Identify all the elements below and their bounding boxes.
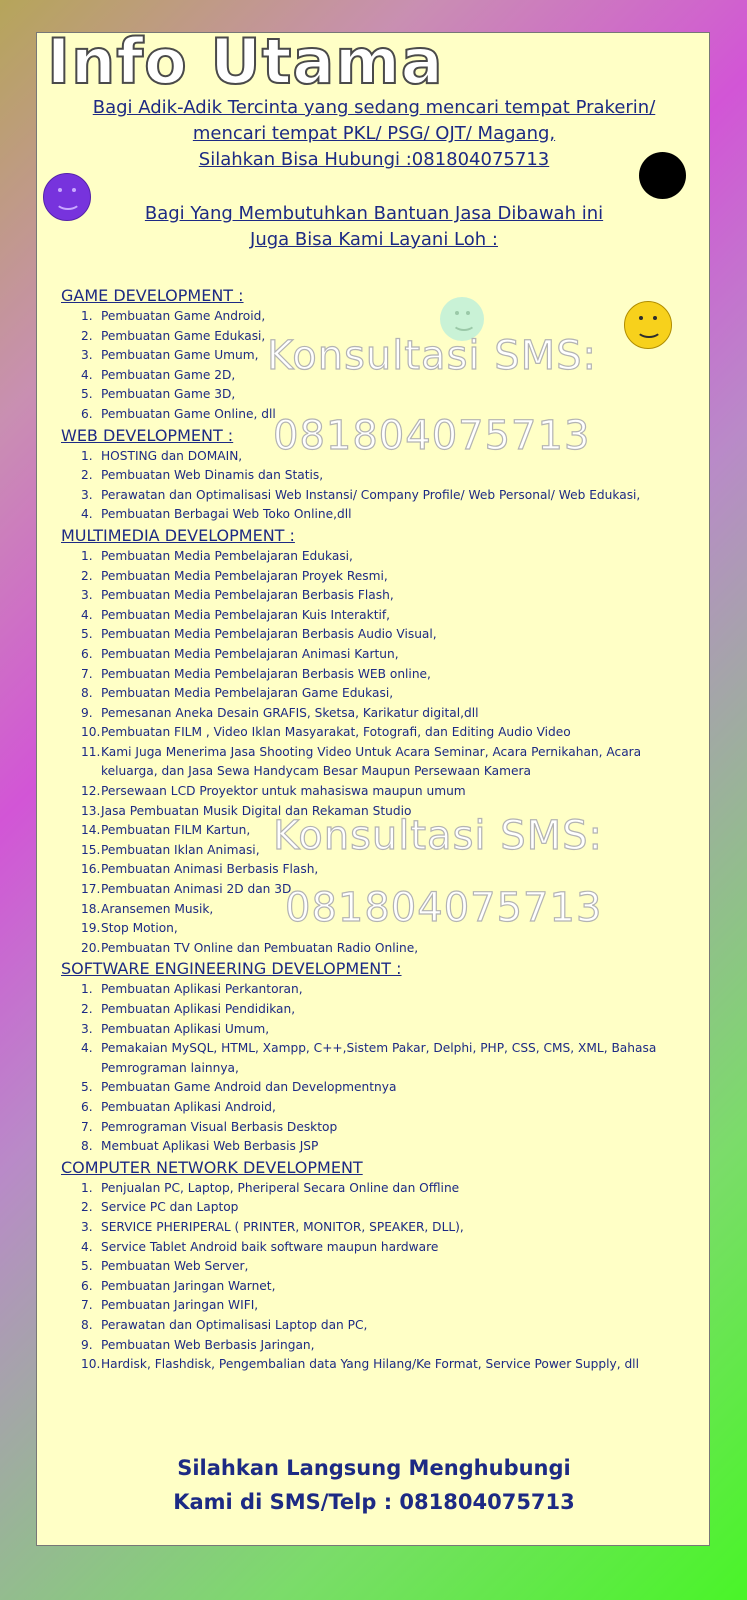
list-item: 6. Pembuatan Media Pembelajaran Animasi Kartun, — [81, 646, 399, 661]
list-item: 9. Pembuatan Web Berbasis Jaringan, — [81, 1337, 315, 1352]
section-title-web: WEB DEVELOPMENT : — [61, 425, 234, 445]
list-item: 11. Kami Juga Menerima Jasa Shooting Video Untuk Acara Seminar, Acara Pernikahan, Acara keluarga, dan Jasa Sewa Handycam Besar Maupun Persewaan Kamera — [81, 744, 642, 779]
list-item: 4. Pemakaian MySQL, HTML, Xampp, C++,Sistem Pakar, Delphi, PHP, CSS, CMS, XML, Bahasa Pemrograman lainnya, — [81, 1041, 657, 1075]
list-item: 7. Pembuatan Jaringan WIFI, — [81, 1298, 259, 1313]
intro-block-2 — [37, 201, 710, 253]
list-item: 1. Penjualan PC, Laptop, Pheriperal Secara Online dan Offline — [81, 1180, 460, 1195]
list-item: 6. Pembuatan Game Online, dll — [81, 406, 276, 421]
list-item: 3. SERVICE PHERIPERAL ( PRINTER, MONITOR, SPEAKER, DLL), — [81, 1219, 464, 1234]
list-item: 15. Pembuatan Iklan Animasi, — [81, 842, 260, 857]
list-item: 14. Pembuatan FILM Kartun, — [81, 823, 251, 838]
list-item: 16. Pembuatan Animasi Berbasis Flash, — [81, 862, 319, 877]
list-item: 6. Pembuatan Aplikasi Android, — [81, 1099, 276, 1114]
list-item: 5. Pembuatan Web Server, — [81, 1259, 249, 1274]
intro-line-1: Bagi Adik-Adik Tercinta yang sedang mencari tempat Prakerin/ — [92, 97, 656, 118]
list-item: 3. Pembuatan Game Umum, — [81, 348, 259, 363]
intro-line-4: Bagi Yang Membutuhkan Bantuan Jasa Dibawah ini — [144, 203, 604, 224]
footer-line-1: Silahkan Langsung Menghubungi — [177, 1456, 571, 1480]
section-title-multimedia: MULTIMEDIA DEVELOPMENT : — [61, 525, 295, 545]
software-list — [61, 980, 701, 1156]
flyer-panel — [36, 32, 710, 1546]
list-item: 8. Membuat Aplikasi Web Berbasis JSP — [81, 1139, 319, 1154]
list-item: 2. Pembuatan Media Pembelajaran Proyek Resmi, — [81, 568, 388, 583]
list-item: 8. Perawatan dan Optimalisasi Laptop dan PC, — [81, 1317, 368, 1332]
list-item: 5. Pembuatan Game 3D, — [81, 387, 236, 402]
watermark-number-2: 081804075713 — [285, 885, 603, 931]
section-title-network: COMPUTER NETWORK DEVELOPMENT — [61, 1157, 363, 1177]
list-item: 6. Pembuatan Jaringan Warnet, — [81, 1278, 276, 1293]
list-item: 4. Pembuatan Media Pembelajaran Kuis Interaktif, — [81, 607, 391, 622]
multimedia-list — [61, 547, 701, 958]
list-item: 4. Service Tablet Android baik software maupun hardware — [81, 1239, 439, 1254]
list-item: 4. Pembuatan Game 2D, — [81, 367, 236, 382]
list-item: 5. Pembuatan Game Android dan Developmentnya — [81, 1080, 397, 1095]
list-item: 2. Pembuatan Web Dinamis dan Statis, — [81, 468, 324, 483]
list-item: 5. Pembuatan Media Pembelajaran Berbasis Audio Visual, — [81, 627, 437, 642]
list-item: 18. Aransemen Musik, — [81, 901, 214, 916]
intro-line-3: Silahkan Bisa Hubungi :081804075713 — [198, 149, 550, 170]
list-item: 2. Service PC dan Laptop — [81, 1200, 239, 1215]
list-item: 13. Jasa Pembuatan Musik Digital dan Rekaman Studio — [81, 803, 412, 818]
intro-line-2: mencari tempat PKL/ PSG/ OJT/ Magang, — [192, 123, 556, 144]
web-list — [61, 447, 701, 525]
list-item: 2. Pembuatan Aplikasi Pendidikan, — [81, 1002, 296, 1016]
list-item: 7. Pemrograman Visual Berbasis Desktop — [81, 1119, 338, 1134]
list-item: 20. Pembuatan TV Online dan Pembuatan Radio Online, — [81, 940, 419, 955]
list-item: 10. Hardisk, Flashdisk, Pengembalian data Yang Hilang/Ke Format, Service Power Supply, dll — [81, 1357, 639, 1372]
section-title-game: GAME DEVELOPMENT : — [61, 286, 244, 305]
list-item: 1. Pembuatan Aplikasi Perkantoran, — [81, 982, 303, 997]
watermark-sms-1: Konsultasi SMS: — [267, 333, 597, 379]
list-item: 4. Pembuatan Berbagai Web Toko Online,dll — [81, 507, 352, 522]
watermark-number-1: 081804075713 — [273, 413, 591, 459]
network-list — [61, 1179, 701, 1375]
page-title: Info Utama — [47, 32, 444, 98]
list-item: 8. Pembuatan Media Pembelajaran Game Edukasi, — [81, 686, 394, 701]
list-item: 3. Perawatan dan Optimalisasi Web Instansi/ Company Profile/ Web Personal/ Web Edukasi, — [81, 487, 641, 502]
list-item: 7. Pembuatan Media Pembelajaran Berbasis WEB online, — [81, 666, 431, 681]
footer-contact — [37, 1451, 710, 1519]
list-item: 1. Pembuatan Game Android, — [81, 309, 266, 323]
footer-line-2: Kami di SMS/Telp : 081804075713 — [173, 1490, 575, 1514]
intro-line-5: Juga Bisa Kami Layani Loh : — [250, 229, 498, 250]
intro-block — [37, 95, 710, 173]
black-dot-icon — [639, 152, 686, 199]
service-sections — [61, 285, 701, 1375]
list-item: 3. Pembuatan Media Pembelajaran Berbasis Flash, — [81, 588, 394, 603]
list-item: 19. Stop Motion, — [81, 921, 178, 936]
list-item: 3. Pembuatan Aplikasi Umum, — [81, 1021, 270, 1036]
list-item: 10. Pembuatan FILM , Video Iklan Masyarakat, Fotografi, dan Editing Audio Video — [81, 725, 571, 740]
watermark-sms-2: Konsultasi SMS: — [273, 813, 603, 859]
list-item: 9. Pemesanan Aneka Desain GRAFIS, Sketsa, Karikatur digital,dll — [81, 705, 479, 720]
section-title-software: SOFTWARE ENGINEERING DEVELOPMENT : — [61, 959, 402, 979]
list-item: 1. Pembuatan Media Pembelajaran Edukasi, — [81, 548, 353, 563]
game-list — [61, 307, 701, 425]
list-item: 17. Pembuatan Animasi 2D dan 3D, — [81, 882, 296, 897]
smiley-purple-icon — [43, 173, 91, 221]
list-item: 12. Persewaan LCD Proyektor untuk mahasiswa maupun umum — [81, 784, 466, 799]
list-item: 2. Pembuatan Game Edukasi, — [81, 328, 266, 343]
list-item: 1. HOSTING dan DOMAIN, — [81, 448, 243, 463]
